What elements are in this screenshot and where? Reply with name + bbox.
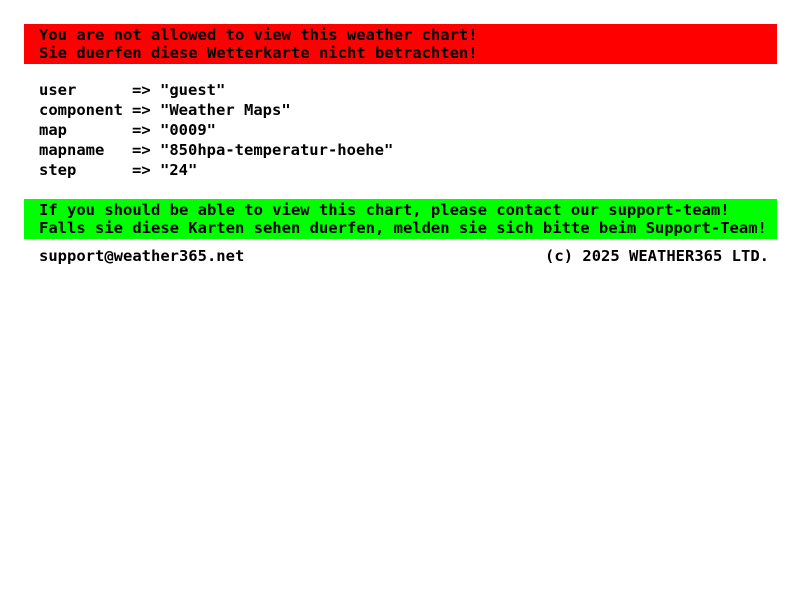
support-line-german: Falls sie diese Karten sehen duerfen, melden sie sich bitte beim Support-Team! xyxy=(39,219,767,237)
detail-row-user xyxy=(39,80,777,100)
detail-key-user: user xyxy=(39,81,77,99)
detail-row-map xyxy=(39,120,777,140)
error-line-german: Sie duerfen diese Wetterkarte nicht betrachten! xyxy=(39,44,478,62)
detail-value-step: "24" xyxy=(160,161,198,179)
detail-row-component xyxy=(39,100,777,120)
detail-value-user: "guest" xyxy=(160,81,226,99)
copyright-notice: (c) 2025 WEATHER365 LTD. xyxy=(545,247,769,265)
error-line-english: You are not allowed to view this weather chart! xyxy=(39,26,478,44)
arrow-glyph: => xyxy=(132,141,151,159)
request-details xyxy=(24,80,777,180)
detail-row-step xyxy=(39,160,777,180)
detail-key-component: component xyxy=(39,101,123,119)
detail-value-map: "0009" xyxy=(160,121,216,139)
footer xyxy=(24,246,777,266)
arrow-glyph: => xyxy=(132,121,151,139)
detail-value-mapname: "850hpa-temperatur-hoehe" xyxy=(160,141,394,159)
access-denied-page xyxy=(24,0,777,266)
detail-row-mapname xyxy=(39,140,777,160)
error-banner xyxy=(24,24,777,64)
detail-key-map: map xyxy=(39,121,67,139)
arrow-glyph: => xyxy=(132,81,151,99)
arrow-glyph: => xyxy=(132,161,151,179)
support-email: support@weather365.net xyxy=(39,247,245,265)
detail-key-mapname: mapname xyxy=(39,141,105,159)
support-banner xyxy=(24,199,777,239)
arrow-glyph: => xyxy=(132,101,151,119)
support-line-english: If you should be able to view this chart, please contact our support-team! xyxy=(39,201,730,219)
detail-key-step: step xyxy=(39,161,77,179)
detail-value-component: "Weather Maps" xyxy=(160,101,291,119)
